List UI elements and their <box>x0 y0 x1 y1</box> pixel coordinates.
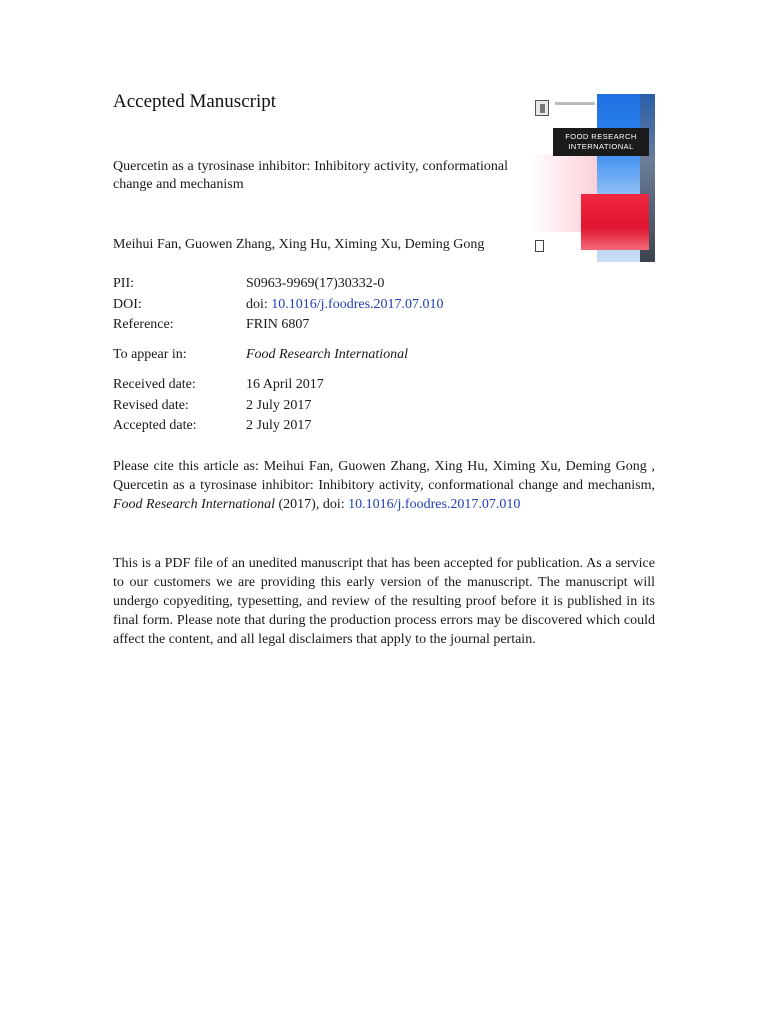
elsevier-logo-icon <box>535 100 549 116</box>
pii-label: PII: <box>113 276 134 291</box>
received-value: 16 April 2017 <box>246 377 324 392</box>
dates-block <box>113 375 324 437</box>
doi-link[interactable]: 10.1016/j.foodres.2017.07.010 <box>271 296 444 312</box>
appear-block <box>113 345 408 366</box>
pii-value: S0963-9969(17)30332-0 <box>246 276 385 291</box>
accepted-value: 2 July 2017 <box>246 418 312 433</box>
journal-cover-image <box>529 94 655 262</box>
cover-journal-line2: INTERNATIONAL <box>568 142 634 151</box>
doi-prefix: doi: <box>246 296 268 312</box>
accepted-row <box>113 416 324 437</box>
revised-row <box>113 396 324 417</box>
appear-label: To appear in: <box>113 347 187 362</box>
publisher-logo-icon <box>535 240 544 252</box>
citation-doi-link[interactable]: 10.1016/j.foodres.2017.07.010 <box>348 497 521 512</box>
cover-small-text <box>555 102 595 105</box>
revised-value: 2 July 2017 <box>246 397 312 413</box>
reference-label: Reference: <box>113 317 174 332</box>
pii-row <box>113 274 444 295</box>
cover-red-band <box>581 194 649 250</box>
revised-label: Revised date: <box>113 397 189 413</box>
manuscript-notice: This is a PDF file of an unedited manuscript that has been accepted for publication. As a service to our customers we are providing this early version of the manuscript. The manuscript will undergo copyediting, typesetting, and review of the resulting proof before it is published in its final form. Please note that during the production process errors may be discovered which could affect the content, and all legal disclaimers that apply to the journal pertain. <box>113 556 655 647</box>
citation-prefix: Please cite this article as: Meihui Fan, Guowen Zhang, Xing Hu, Ximing Xu, Deming Gong , Quercetin as a tyrosinase inhibitor: Inhibitory activity, conformational change and mechanism, <box>113 459 655 493</box>
citation-year: (2017), doi: <box>275 497 349 512</box>
citation-journal: Food Research International <box>113 497 276 512</box>
page-heading: Accepted Manuscript <box>113 91 277 112</box>
reference-value: FRIN 6807 <box>246 317 310 332</box>
reference-row <box>113 315 444 336</box>
doi-value <box>246 295 444 316</box>
doi-row <box>113 295 444 316</box>
identifier-block <box>113 274 444 336</box>
citation-paragraph <box>113 457 655 514</box>
received-row <box>113 375 324 396</box>
accepted-label: Accepted date: <box>113 418 197 433</box>
appear-row <box>113 345 408 366</box>
cover-journal-title <box>553 128 649 156</box>
cover-journal-line1: FOOD RESEARCH <box>565 132 637 141</box>
doi-label: DOI: <box>113 296 142 312</box>
author-list: Meihui Fan, Guowen Zhang, Xing Hu, Ximing Xu, Deming Gong <box>113 237 485 252</box>
appear-journal: Food Research International <box>246 347 409 362</box>
article-title: Quercetin as a tyrosinase inhibitor: Inhibitory activity, conformational change and mechanism <box>113 159 508 192</box>
received-label: Received date: <box>113 377 196 392</box>
